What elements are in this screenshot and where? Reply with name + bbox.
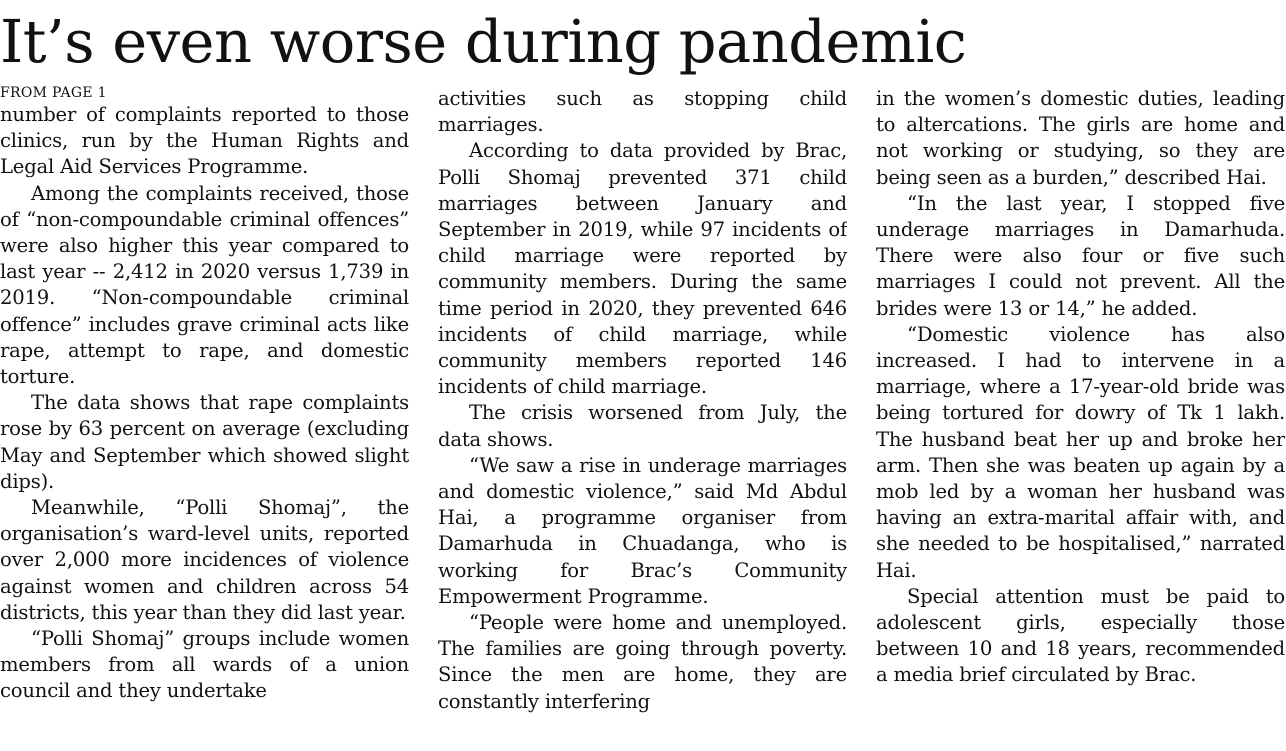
paragraph: Meanwhile, “Polli Shomaj”, the organisation’s ward-level units, reported over 2,000 more incidences of violence against women and children across 54 districts, this year than they did last year. — [0, 496, 409, 624]
paragraph: number of complaints reported to those clinics, run by the Human Rights and Legal Aid Services Programme. — [0, 103, 409, 179]
paragraph: Special attention must be paid to adolescent girls, especially those between 10 and 18 years, recommended a media brief circulated by Brac. — [876, 584, 1285, 687]
headline: It’s even worse during pandemic — [0, 7, 967, 76]
paragraph: The data shows that rape complaints rose by 63 percent on average (excluding May and September which showed slight dips). — [0, 391, 409, 493]
paragraph: in the women’s domestic duties, leading to altercations. The girls are home and not working or studying, so they are being seen as a burden,” described Hai. — [876, 87, 1285, 189]
paragraph: According to data provided by Brac, Polli Shomaj prevented 371 child marriages between January and September in 2019, while 97 incidents of child marriage were reported by community members. During the same time period in 2020, they prevented 646 incidents of child marriage, while community members reported 146 incidents of child marriage. — [438, 139, 847, 399]
paragraph: activities such as stopping child marriages. — [438, 87, 847, 137]
paragraph: “Domestic violence has also increased. I had to intervene in a marriage, where a 17-year-old bride was being tortured for dowry of Tk 1 lakh. The husband beat her up and broke her arm. Then she was beaten up again by a mob led by a woman her husband was having an extra-marital affair with, and she needed to be hospitalised,” narrated Hai. — [876, 322, 1285, 582]
paragraph: The crisis worsened from July, the data shows. — [438, 401, 847, 451]
continuation-kicker: FROM PAGE 1 — [0, 86, 107, 101]
article-column-1 — [0, 86, 409, 746]
paragraph: “People were home and unemployed. The families are going through poverty. Since the men are home, they are constantly interfering — [438, 611, 847, 713]
paragraph: “In the last year, I stopped five underage marriages in Damarhuda. There were also four or five such marriages I could not prevent. All the brides were 13 or 14,” he added. — [876, 191, 1285, 320]
paragraph: “Polli Shomaj” groups include women members from all wards of a union council and they undertake — [0, 627, 409, 703]
paragraph: Among the complaints received, those of “non-compoundable criminal offences” were also higher this year compared to last year -- 2,412 in 2020 versus 1,739 in 2019. “Non-compoundable criminal offence” includes grave criminal acts like rape, attempt to rape, and domestic torture. — [0, 181, 409, 389]
paragraph: “We saw a rise in underage marriages and domestic violence,” said Md Abdul Hai, a programme organiser from Damarhuda in Chuadanga, who is working for Brac’s Community Empowerment Programme. — [438, 453, 847, 608]
article-column-3 — [876, 86, 1285, 746]
article-column-2 — [438, 86, 847, 746]
